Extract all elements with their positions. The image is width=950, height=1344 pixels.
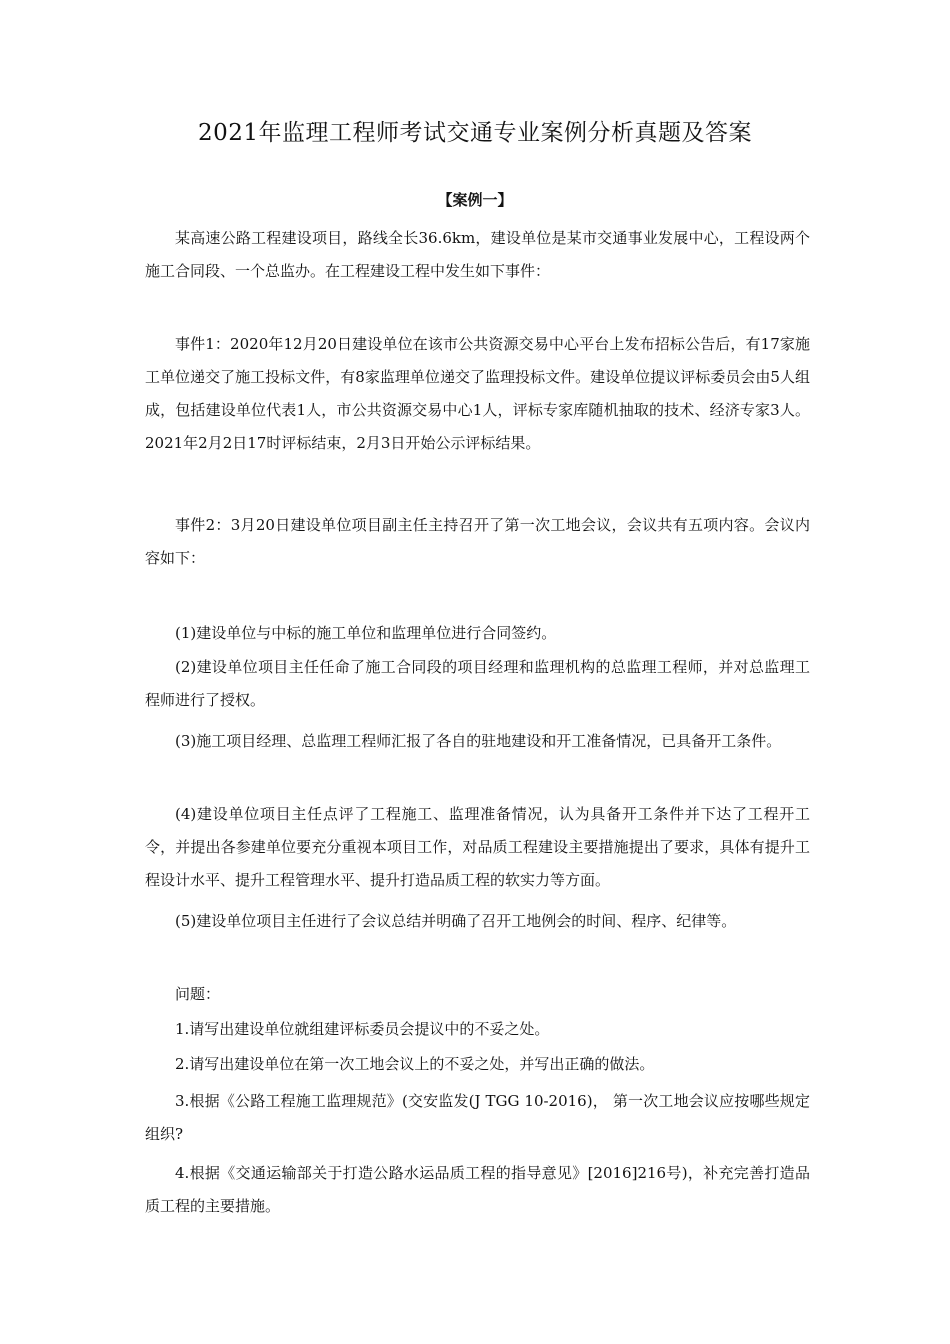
event-1-paragraph: 事件1：2020年12月20日建设单位在该市公共资源交易中心平台上发布招标公告后，有17家施工单位递交了施工投标文件，有8家监理单位递交了监理投标文件。建设单位提议评标委员会由5人组成，包括建设单位代表1人，市公共资源交易中心1人，评标专家库随机抽取的技术、经济专家3人。2021年2月2日17时评标结束，2月3日开始公示评标结果。 [145,335,810,452]
intro-paragraph: 某高速公路工程建设项目，路线全长36.6km，建设单位是某市交通事业发展中心，工程设两个施工合同段、一个总监办。在工程建设工程中发生如下事件： [145,229,810,280]
question-2: 2.请写出建设单位在第一次工地会议上的不妥之处，并写出正确的做法。 [175,1055,655,1073]
case-heading: 【案例一】 [437,191,513,209]
meeting-item-3: (3)施工项目经理、总监理工程师汇报了各自的驻地建设和开工准备情况，已具备开工条件。 [175,732,782,750]
questions-label: 问题： [175,985,221,1003]
meeting-item-5: (5)建设单位项目主任进行了会议总结并明确了召开工地例会的时间、程序、纪律等。 [175,912,737,930]
meeting-item-4: (4)建设单位项目主任点评了工程施工、监理准备情况，认为具备开工条件并下达了工程开工令，并提出各参建单位要充分重视本项目工作，对品质工程建设主要措施提出了要求，具体有提升工程设计水平、提升工程管理水平、提升打造品质工程的软实力等方面。 [145,805,810,889]
event-2-paragraph: 事件2：3月20日建设单位项目副主任主持召开了第一次工地会议，会议共有五项内容。会议内容如下： [145,516,810,567]
question-4: 4.根据《交通运输部关于打造公路水运品质工程的指导意见》[2016]216号)，补充完善打造品质工程的主要措施。 [145,1164,810,1215]
meeting-item-1: (1)建设单位与中标的施工单位和监理单位进行合同签约。 [175,624,557,642]
meeting-item-2: (2)建设单位项目主任任命了施工合同段的项目经理和监理机构的总监理工程师，并对总监理工程师进行了授权。 [145,658,810,709]
question-3: 3.根据《公路工程施工监理规范》(交安监发(J TGG 10-2016)， 第一次工地会议应按哪些规定组织? [145,1092,810,1143]
document-title: 2021年监理工程师考试交通专业案例分析真题及答案 [197,120,753,146]
question-1: 1.请写出建设单位就组建评标委员会提议中的不妥之处。 [175,1020,550,1038]
